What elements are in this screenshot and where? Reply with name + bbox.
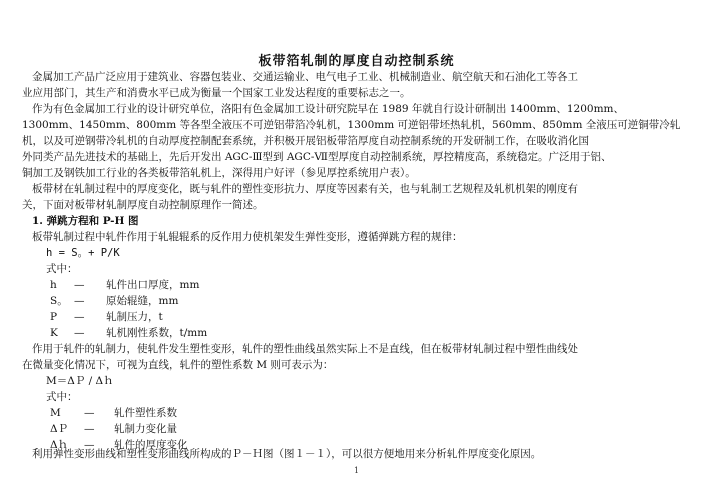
closing-line: 利用弹性变形曲线和塑性变形曲线所构成的Ｐ－Ｈ图（图１－１），可以很方便地用来分析轧件厚度变化原因。 (32, 448, 542, 460)
definition-dash: — (74, 279, 85, 291)
paragraph-line: 在微量变化情况下，可视为直线，轧件的塑性系数 M 则可表示为： (22, 359, 334, 371)
definition-symbol: h (50, 279, 57, 291)
definition-symbol: P (50, 311, 58, 323)
where-label: 式中： (46, 391, 78, 403)
definition-row (50, 405, 350, 421)
definition-text: 轧件塑性系数 (114, 407, 177, 419)
paragraph-line: 外同类产品先进技术的基础上，先后开发出 AGC-Ⅲ型到 AGC-Ⅶ型厚度自动控制系统，厚控精度高，系统稳定。广泛用于铝、 (22, 151, 612, 163)
document-title: 板带箔轧制的厚度自动控制系统 (258, 54, 455, 69)
paragraph-line: 板带材在轧制过程中的厚度变化，既与轧件的塑性变形抗力、厚度等因素有关，也与轧制工艺规程及轧机机架的刚度有 (32, 183, 578, 195)
definition-dash: — (74, 311, 85, 323)
definition-text: 轧件的厚度变化 (114, 439, 188, 451)
paragraph-line: 关，下面对板带材轧制厚度自动控制原理作一简述。 (22, 199, 264, 211)
definition-dash: — (84, 407, 95, 419)
paragraph-line: 作为有色金属加工行业的设计研究单位，洛阳有色金属加工设计研究院早在 1989 年就自行设计研制出 1400mm、1200mm、 (32, 103, 625, 115)
definition-text: 轧制力变化量 (114, 423, 177, 435)
definition-text: 轧制压力，t (106, 311, 163, 323)
definition-text: 轧件出口厚度，mm (106, 279, 200, 291)
definition-row (50, 293, 350, 309)
definition-row (50, 325, 350, 341)
equation: M＝ΔＰ / Δｈ (46, 375, 114, 387)
where-label: 式中： (46, 263, 78, 275)
page-number: 1 (353, 466, 360, 475)
paragraph-line: 金属加工产品广泛应用于建筑业、容器包装业、交通运输业、电气电子工业、机械制造业、航空航天和石油化工等各工 (32, 71, 578, 83)
section-intro: 板带轧制过程中轧件作用于轧辊辊系的反作用力使机架发生弹性变形，遵循弹跳方程的规律： (32, 231, 463, 243)
section-heading: 1. 弹跳方程和 P-H 图 (32, 215, 139, 227)
definition-symbol: M (50, 407, 61, 419)
paragraph-line: 作用于轧件的轧制力，使轧件发生塑性变形，轧件的塑性曲线虽然实际上不是直线，但在板带材轧制过程中塑性曲线处 (32, 343, 578, 355)
definition-row (50, 277, 350, 293)
definition-symbol: ΔＰ (50, 423, 69, 435)
definition-row (50, 421, 350, 437)
definition-dash: — (84, 439, 95, 451)
paragraph-line: 业应用部门，其生产和消费水平已成为衡量一个国家工业发达程度的重要标志之一。 (22, 87, 411, 99)
equation: h = S。+ P/K (46, 247, 120, 259)
definition-row (50, 309, 350, 325)
definition-symbol: Δｈ (50, 439, 69, 451)
definition-dash: — (84, 423, 95, 435)
paragraph-line: 铜加工及钢铁加工行业的各类板带箔轧机上，深得用户好评（参见厚控系统用户表）。 (22, 167, 416, 179)
paragraph-line: 1300mm、1450mm、800mm 等各型全液压不可逆铝带箔冷轧机，1300mm 可逆铝带坯热轧机，560mm、850mm 全液压可逆铜带冷轧 (22, 119, 681, 131)
definition-text: 轧机刚性系数，t/mm (106, 327, 208, 339)
definition-symbol: S。 (50, 295, 68, 307)
definition-text: 原始辊缝，mm (106, 295, 179, 307)
definition-dash: — (74, 295, 85, 307)
definition-symbol: K (50, 327, 58, 339)
definition-dash: — (74, 327, 85, 339)
paragraph-line: 机，以及可逆钢带冷轧机的自动厚度控制配套系统，并积极开展铝板带箔厚度自动控制系统的开发研制工作，在吸收消化国 (22, 135, 589, 147)
